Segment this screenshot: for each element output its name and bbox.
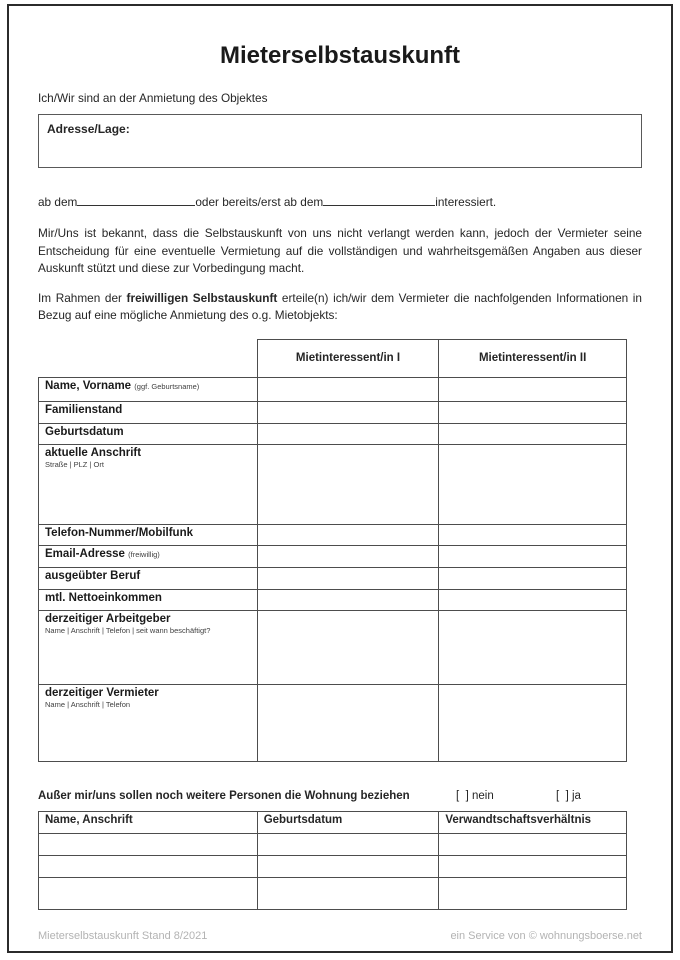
self-disclosure-table (38, 339, 627, 762)
header-interessent-1: Mietinteressent/in I (257, 339, 439, 377)
table-row (39, 401, 627, 423)
blank-cell (439, 545, 627, 567)
blank-cell (439, 877, 627, 909)
blank-cell (257, 524, 439, 545)
blank-cell (257, 377, 439, 401)
blank-cell (439, 567, 627, 589)
table-row (39, 567, 627, 589)
blank-cell (257, 545, 439, 567)
header-blank-cell (39, 339, 258, 377)
blank-cell (257, 684, 439, 761)
blank-cell (439, 833, 627, 855)
consent-paragraph (38, 290, 642, 325)
blank-cell (439, 684, 627, 761)
table-row (39, 524, 627, 545)
blank-cell (39, 877, 258, 909)
blank-cell (257, 589, 439, 610)
additional-persons-heading: Außer mir/uns sollen noch weitere Personen die Wohnung beziehen (38, 789, 410, 802)
blank-cell (439, 423, 627, 444)
table-header-row (39, 339, 627, 377)
table-row (39, 423, 627, 444)
date-line (38, 193, 642, 209)
consent-post: erteile(n) ich/wir dem Vermieter die nachfolgenden Informationen in Bezug auf eine mögliche Anmietung des o.g. Mietobjekts: (38, 290, 642, 322)
consent-bold: freiwilligen Selbstauskunft (126, 290, 278, 305)
intro-text: Ich/Wir sind an der Anmietung des Objektes (38, 91, 268, 105)
blank-cell (257, 610, 439, 684)
date-blank-2 (323, 193, 435, 206)
date-blank-1 (77, 193, 195, 206)
table-row (39, 833, 627, 855)
table-row (39, 610, 627, 684)
header-interessent-2: Mietinteressent/in II (439, 339, 627, 377)
table-row (39, 589, 627, 610)
blank-cell (257, 877, 439, 909)
blank-cell (257, 401, 439, 423)
row-label-cell: Telefon-Nummer/Mobilfunk (39, 524, 258, 545)
additional-persons-table (38, 811, 627, 910)
table-row (39, 855, 627, 877)
address-box (38, 114, 642, 168)
persons-header-name: Name, Anschrift (39, 811, 258, 833)
row-label-cell: derzeitiger Arbeitgeber Name | Anschrift | Telefon | seit wann beschäftigt? (39, 610, 258, 684)
table-row (39, 684, 627, 761)
persons-header-geburtsdatum: Geburtsdatum (257, 811, 439, 833)
blank-cell (39, 833, 258, 855)
blank-cell (257, 423, 439, 444)
date-text-2: oder bereits/erst ab dem (195, 195, 324, 209)
blank-cell (439, 610, 627, 684)
table-row (39, 444, 627, 524)
table-row (39, 377, 627, 401)
page-footer (38, 930, 642, 942)
date-text-1: ab dem (38, 195, 78, 209)
checkbox-nein: [ ] nein (456, 789, 494, 802)
additional-persons-line (38, 790, 642, 806)
blank-cell (439, 855, 627, 877)
row-label-cell: derzeitiger Vermieter Name | Anschrift | Telefon (39, 684, 258, 761)
footer-right: ein Service von © wohnungsboerse.net (450, 930, 642, 942)
table-row (39, 877, 627, 909)
row-label-cell: Name, Vorname (ggf. Geburtsname) (39, 377, 258, 401)
blank-cell (439, 401, 627, 423)
consent-pre: Im Rahmen der (38, 290, 127, 305)
persons-header-verwandtschaft: Verwandtschaftsverhältnis (439, 811, 627, 833)
persons-header-row (39, 811, 627, 833)
footer-left: Mieterselbstauskunft Stand 8/2021 (38, 930, 208, 942)
blank-cell (39, 855, 258, 877)
row-label-cell: aktuelle Anschrift Straße | PLZ | Ort (39, 444, 258, 524)
blank-cell (257, 833, 439, 855)
disclaimer-paragraph: Mir/Uns ist bekannt, dass die Selbstauskunft von uns nicht verlangt werden kann, jedoch der Vermieter seine Entscheidung für eine eventuelle Vermietung auf die vollständigen und wahrheitsgemäßen Angaben aus dieser Auskunft stützt und diese zur Vorbedingung macht. (38, 226, 642, 275)
blank-cell (439, 524, 627, 545)
blank-cell (439, 444, 627, 524)
row-label-cell: Geburtsdatum (39, 423, 258, 444)
date-text-3: interessiert. (435, 195, 497, 209)
table-row (39, 545, 627, 567)
blank-cell (257, 567, 439, 589)
blank-cell (257, 855, 439, 877)
address-label: Adresse/Lage: (47, 122, 130, 136)
blank-cell (439, 589, 627, 610)
row-label-cell: Email-Adresse (freiwillig) (39, 545, 258, 567)
checkbox-ja: [ ] ja (556, 789, 581, 802)
row-label-cell: ausgeübter Beruf (39, 567, 258, 589)
blank-cell (439, 377, 627, 401)
blank-cell (257, 444, 439, 524)
row-label-cell: Familienstand (39, 401, 258, 423)
page-title: Mieterselbstauskunft (219, 42, 461, 69)
document-page (7, 4, 673, 953)
row-label-cell: mtl. Nettoeinkommen (39, 589, 258, 610)
